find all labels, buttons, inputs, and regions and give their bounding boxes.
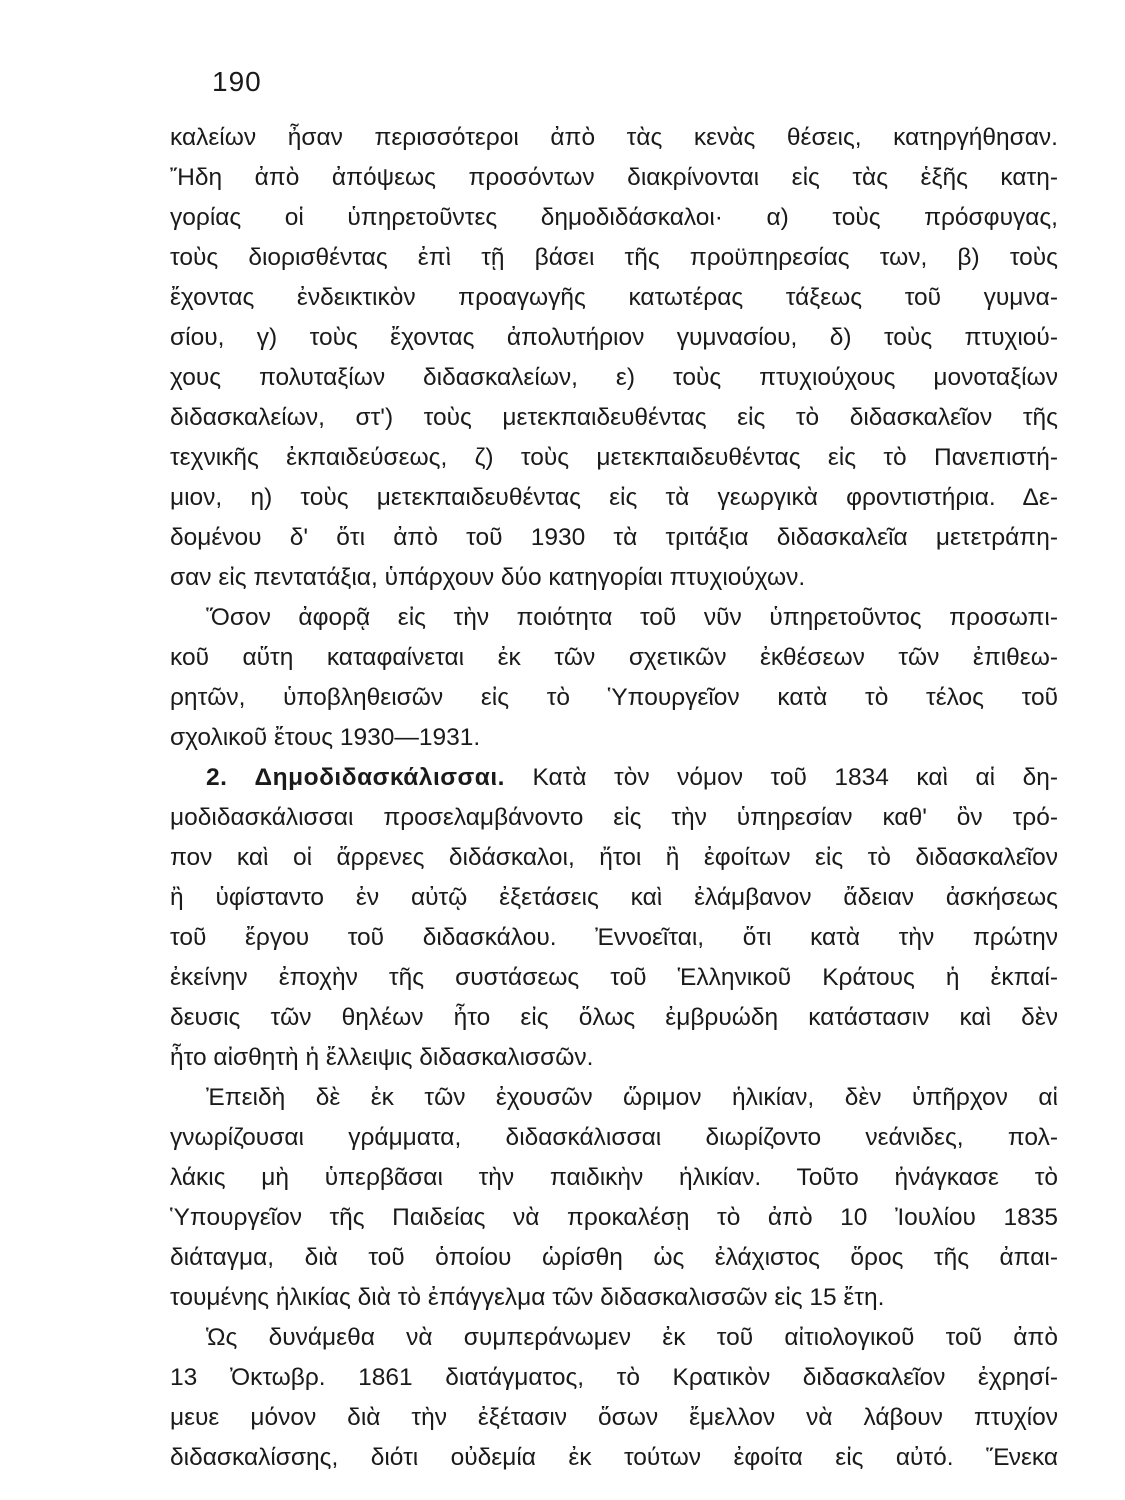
- text-line: [170, 1438, 1058, 1478]
- text-line: [170, 358, 1058, 398]
- line-text: δευσις τῶν θηλέων ἦτο εἰς ὅλως ἐμβρυώδη κατάστασιν καὶ δὲν: [170, 1004, 1058, 1031]
- line-text: τουμένης ἡλικίας διὰ τὸ ἐπάγγελμα τῶν διδασκαλισσῶν εἰς 15 ἔτη.: [170, 1284, 885, 1311]
- section-heading: 2. Δημοδιδασκάλισσαι.: [206, 764, 505, 791]
- text-line: [170, 1358, 1058, 1398]
- line-text: διάταγμα, διὰ τοῦ ὁποίου ὡρίσθη ὡς ἐλάχιστος ὅρος τῆς ἀπαι-: [170, 1244, 1058, 1271]
- line-text: ἐκείνην ἐποχὴν τῆς συστάσεως τοῦ Ἑλληνικοῦ Κράτους ἡ ἐκπαί-: [170, 964, 1058, 991]
- line-text: 13 Ὀκτωβρ. 1861 διατάγματος, τὸ Κρατικὸν διδασκαλεῖον ἐχρησί-: [170, 1364, 1058, 1391]
- line-text: διδασκαλίσσης, διότι οὐδεμία ἐκ τούτων ἐφοίτα εἰς αὐτό. Ἕνεκα: [170, 1444, 1058, 1471]
- text-line: [170, 1398, 1058, 1438]
- line-text: μιον, η) τοὺς μετεκπαιδευθέντας εἰς τὰ γεωργικὰ φροντιστήρια. Δε-: [170, 484, 1058, 511]
- text-line: [170, 998, 1058, 1038]
- line-text: καλείων ἦσαν περισσότεροι ἀπὸ τὰς κενὰς θέσεις, κατηργήθησαν.: [170, 124, 1058, 151]
- text-line: [170, 1318, 1058, 1358]
- text-line: [170, 238, 1058, 278]
- text-line: [170, 1238, 1058, 1278]
- text-line: [170, 918, 1058, 958]
- line-text: χους πολυταξίων διδασκαλείων, ε) τοὺς πτυχιούχους μονοταξίων: [170, 364, 1058, 391]
- text-line: [170, 1198, 1058, 1238]
- text-line: [170, 1038, 1058, 1078]
- text-line: [170, 198, 1058, 238]
- section-heading-line: [170, 758, 1058, 798]
- line-text: Ἐπειδὴ δὲ ἐκ τῶν ἐχουσῶν ὥριμον ἡλικίαν, δὲν ὑπῆρχον αἱ: [206, 1084, 1058, 1111]
- line-text: γνωρίζουσαι γράμματα, διδασκάλισσαι διωρίζοντο νεάνιδες, πολ-: [170, 1124, 1058, 1151]
- text-line: [170, 158, 1058, 198]
- text-line: [170, 278, 1058, 318]
- text-line: [170, 598, 1058, 638]
- line-text: σαν εἰς πεντατάξια, ὑπάρχουν δύο κατηγορίαι πτυχιούχων.: [170, 564, 806, 591]
- text-line: [170, 1278, 1058, 1318]
- text-line: [170, 878, 1058, 918]
- line-text: τοὺς διορισθέντας ἐπὶ τῇ βάσει τῆς προϋπηρεσίας των, β) τοὺς: [170, 244, 1058, 271]
- text-line: [170, 518, 1058, 558]
- text-line: [170, 1078, 1058, 1118]
- line-text: Ὡς δυνάμεθα νὰ συμπεράνωμεν ἐκ τοῦ αἰτιολογικοῦ τοῦ ἀπὸ: [206, 1324, 1058, 1351]
- text-line: [170, 398, 1058, 438]
- line-text: σχολικοῦ ἔτους 1930—1931.: [170, 724, 481, 751]
- line-text: λάκις μὴ ὑπερβᾶσαι τὴν παιδικὴν ἡλικίαν. Τοῦτο ἠνάγκασε τὸ: [170, 1164, 1058, 1191]
- line-text: σίου, γ) τοὺς ἔχοντας ἀπολυτήριον γυμνασίου, δ) τοὺς πτυχιού-: [170, 324, 1058, 351]
- line-text: τοῦ ἔργου τοῦ διδασκάλου. Ἐννοεῖται, ὅτι κατὰ τὴν πρώτην: [170, 924, 1058, 951]
- text-line: [170, 558, 1058, 598]
- text-line: [170, 718, 1058, 758]
- text-line: [170, 118, 1058, 158]
- line-text: μευε μόνον διὰ τὴν ἐξέτασιν ὅσων ἔμελλον νὰ λάβουν πτυχίον: [170, 1404, 1058, 1431]
- line-text: Ὅσον ἀφορᾷ εἰς τὴν ποιότητα τοῦ νῦν ὑπηρετοῦντος προσωπι-: [206, 604, 1058, 631]
- line-text: Ὑπουργεῖον τῆς Παιδείας νὰ προκαλέσῃ τὸ ἀπὸ 10 Ἰουλίου 1835: [170, 1204, 1058, 1231]
- line-text: πον καὶ οἱ ἄρρενες διδάσκαλοι, ἤτοι ἢ ἐφοίτων εἰς τὸ διδασκαλεῖον: [170, 844, 1058, 871]
- body-text: [170, 118, 1058, 1478]
- text-line: [170, 318, 1058, 358]
- line-text: ρητῶν, ὑποβληθεισῶν εἰς τὸ Ὑπουργεῖον κατὰ τὸ τέλος τοῦ: [170, 684, 1058, 711]
- text-line: [170, 638, 1058, 678]
- line-text: δομένου δ' ὅτι ἀπὸ τοῦ 1930 τὰ τριτάξια διδασκαλεῖα μετετράπη-: [170, 524, 1058, 551]
- line-text: ἦτο αἰσθητὴ ἡ ἔλλειψις διδασκαλισσῶν.: [170, 1044, 594, 1071]
- text-line: [170, 478, 1058, 518]
- line-text: κοῦ αὕτη καταφαίνεται ἐκ τῶν σχετικῶν ἐκθέσεων τῶν ἐπιθεω-: [170, 644, 1058, 671]
- text-line: [170, 1158, 1058, 1198]
- line-text: διδασκαλείων, στ') τοὺς μετεκπαιδευθέντας εἰς τὸ διδασκαλεῖον τῆς: [170, 404, 1058, 431]
- text-line: [170, 958, 1058, 998]
- line-text: γορίας οἱ ὑπηρετοῦντες δημοδιδάσκαλοι· α) τοὺς πρόσφυγας,: [170, 204, 1058, 231]
- line-text: ἢ ὑφίσταντο ἐν αὐτῷ ἐξετάσεις καὶ ἐλάμβανον ἄδειαν ἀσκήσεως: [170, 884, 1058, 911]
- line-text: μοδιδασκάλισσαι προσελαμβάνοντο εἰς τὴν ὑπηρεσίαν καθ' ὃν τρό-: [170, 804, 1058, 831]
- text-line: [170, 1118, 1058, 1158]
- line-text: Ἤδη ἀπὸ ἀπόψεως προσόντων διακρίνονται εἰς τὰς ἑξῆς κατη-: [170, 164, 1058, 191]
- line-text: ἔχοντας ἐνδεικτικὸν προαγωγῆς κατωτέρας τάξεως τοῦ γυμνα-: [170, 284, 1058, 311]
- line-text: Κατὰ τὸν νόμον τοῦ 1834 καὶ αἱ δη-: [504, 764, 1058, 791]
- text-line: [170, 838, 1058, 878]
- page-number: 190: [212, 66, 262, 97]
- text-line: [170, 798, 1058, 838]
- text-line: [170, 438, 1058, 478]
- text-line: [170, 678, 1058, 718]
- line-text: τεχνικῆς ἐκπαιδεύσεως, ζ) τοὺς μετεκπαιδευθέντας εἰς τὸ Πανεπιστή-: [170, 444, 1058, 471]
